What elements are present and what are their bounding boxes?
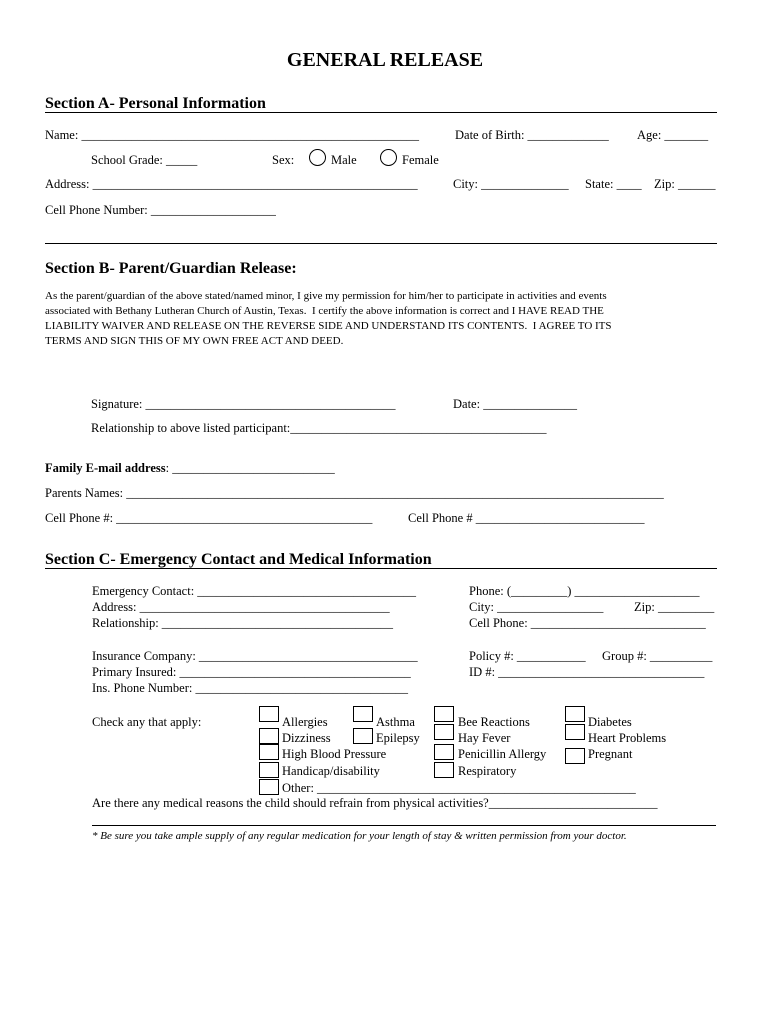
penicillin-allergy-label: Penicillin Allergy xyxy=(458,747,547,761)
heart-problems-checkbox[interactable] xyxy=(565,724,585,740)
city-field[interactable]: City: ______________ xyxy=(453,177,569,191)
form-title: GENERAL RELEASE xyxy=(286,49,484,71)
handicap-label: Handicap/disability xyxy=(282,764,380,778)
asthma-checkbox[interactable] xyxy=(353,706,373,722)
relationship-field[interactable]: Relationship to above listed participant:_________________________________________ xyxy=(91,421,547,435)
asthma-label: Asthma xyxy=(376,715,415,729)
allergies-label: Allergies xyxy=(282,715,328,729)
group-number-field[interactable]: Group #: __________ xyxy=(602,649,713,663)
penicillin-allergy-checkbox[interactable] xyxy=(434,744,454,760)
medication-note: * Be sure you take ample supply of any regular medication for your length of stay & written permission from your doctor. xyxy=(92,830,627,842)
cell-phone-field[interactable]: Cell Phone Number: ____________________ xyxy=(45,203,276,217)
insurance-company-field[interactable]: Insurance Company: ___________________________________ xyxy=(92,649,418,663)
family-email-label: Family E-mail address xyxy=(45,461,166,475)
release-paragraph-line-3: LIABILITY WAIVER AND RELEASE ON THE REVERSE SIDE AND UNDERSTAND ITS CONTENTS. I AGREE TO ITS xyxy=(45,320,612,332)
male-radio[interactable] xyxy=(309,149,326,166)
female-radio[interactable] xyxy=(380,149,397,166)
section-c-heading: Section C- Emergency Contact and Medical Information xyxy=(45,551,432,568)
policy-number-field[interactable]: Policy #: ___________ xyxy=(469,649,586,663)
heart-problems-label: Heart Problems xyxy=(588,731,667,745)
address-field[interactable]: Address: ____________________________________________________ xyxy=(45,177,418,191)
diabetes-label: Diabetes xyxy=(588,715,632,729)
insurance-phone-field[interactable]: Ins. Phone Number: __________________________________ xyxy=(92,681,408,695)
bee-reactions-checkbox[interactable] xyxy=(434,706,454,722)
emergency-relationship-field[interactable]: Relationship: _____________________________________ xyxy=(92,616,394,630)
id-number-field[interactable]: ID #: _________________________________ xyxy=(469,665,705,679)
section-divider xyxy=(45,243,717,244)
check-any-label: Check any that apply: xyxy=(92,715,202,729)
emergency-contact-field[interactable]: Emergency Contact: ___________________________________ xyxy=(92,584,417,598)
hay-fever-label: Hay Fever xyxy=(458,731,511,745)
respiratory-label: Respiratory xyxy=(458,764,517,778)
name-field[interactable]: Name: ______________________________________________________ xyxy=(45,128,419,142)
pregnant-checkbox[interactable] xyxy=(565,748,585,764)
high-blood-pressure-label: High Blood Pressure xyxy=(282,747,387,761)
dizziness-checkbox[interactable] xyxy=(259,728,279,744)
emergency-phone-field[interactable]: Phone: (_________) ____________________ xyxy=(469,584,700,598)
zip-field[interactable]: Zip: ______ xyxy=(654,177,716,191)
parents-names-field[interactable]: Parents Names: ______________________________________________________________________________________ xyxy=(45,486,664,500)
bee-reactions-label: Bee Reactions xyxy=(458,715,530,729)
medical-reasons-line[interactable] xyxy=(92,825,716,826)
school-grade-field[interactable]: School Grade: _____ xyxy=(91,153,198,167)
dizziness-label: Dizziness xyxy=(282,731,331,745)
diabetes-checkbox[interactable] xyxy=(565,706,585,722)
emergency-address-field[interactable]: Address: ________________________________________ xyxy=(92,600,390,614)
hay-fever-checkbox[interactable] xyxy=(434,724,454,740)
male-label: Male xyxy=(331,153,357,167)
pregnant-label: Pregnant xyxy=(588,747,633,761)
family-email-field[interactable] xyxy=(45,462,335,475)
age-field[interactable]: Age: _______ xyxy=(637,128,709,142)
release-paragraph-line-1: As the parent/guardian of the above stated/named minor, I give my permission for him/her to participate in activities and events xyxy=(45,290,607,302)
respiratory-checkbox[interactable] xyxy=(434,762,454,778)
emergency-cell-field[interactable]: Cell Phone: ____________________________ xyxy=(469,616,706,630)
parent-cell-phone-1[interactable]: Cell Phone #: _________________________________________ xyxy=(45,511,373,525)
high-blood-pressure-checkbox[interactable] xyxy=(259,744,279,760)
allergies-checkbox[interactable] xyxy=(259,706,279,722)
signature-field[interactable]: Signature: ________________________________________ xyxy=(91,397,396,411)
section-b-heading: Section B- Parent/Guardian Release: xyxy=(45,260,297,277)
section-a-underline xyxy=(45,112,717,113)
handicap-checkbox[interactable] xyxy=(259,762,279,778)
section-a-heading: Section A- Personal Information xyxy=(45,95,266,112)
other-field[interactable]: Other: ___________________________________________________ xyxy=(282,781,636,795)
state-field[interactable]: State: ____ xyxy=(585,177,642,191)
epilepsy-label: Epilepsy xyxy=(376,731,420,745)
other-checkbox[interactable] xyxy=(259,779,279,795)
emergency-city-field[interactable]: City: _________________ xyxy=(469,600,604,614)
sex-label: Sex: xyxy=(272,153,295,167)
medical-reasons-field[interactable]: Are there any medical reasons the child should refrain from physical activities?___________________________ xyxy=(92,796,658,810)
family-email-line[interactable]: : __________________________ xyxy=(165,461,335,475)
primary-insured-field[interactable]: Primary Insured: _____________________________________ xyxy=(92,665,411,679)
date-field[interactable]: Date: _______________ xyxy=(453,397,577,411)
epilepsy-checkbox[interactable] xyxy=(353,728,373,744)
section-c-underline xyxy=(45,568,717,569)
dob-field[interactable]: Date of Birth: _____________ xyxy=(455,128,609,142)
female-label: Female xyxy=(402,153,439,167)
release-paragraph-line-2: associated with Bethany Lutheran Church of Austin, Texas. I certify the above information is correct and I HAVE READ THE xyxy=(45,305,604,317)
release-paragraph-line-4: TERMS AND SIGN THIS OF MY OWN FREE ACT AND DEED. xyxy=(45,335,344,347)
parent-cell-phone-2[interactable]: Cell Phone # ___________________________ xyxy=(408,511,645,525)
emergency-zip-field[interactable]: Zip: _________ xyxy=(634,600,715,614)
